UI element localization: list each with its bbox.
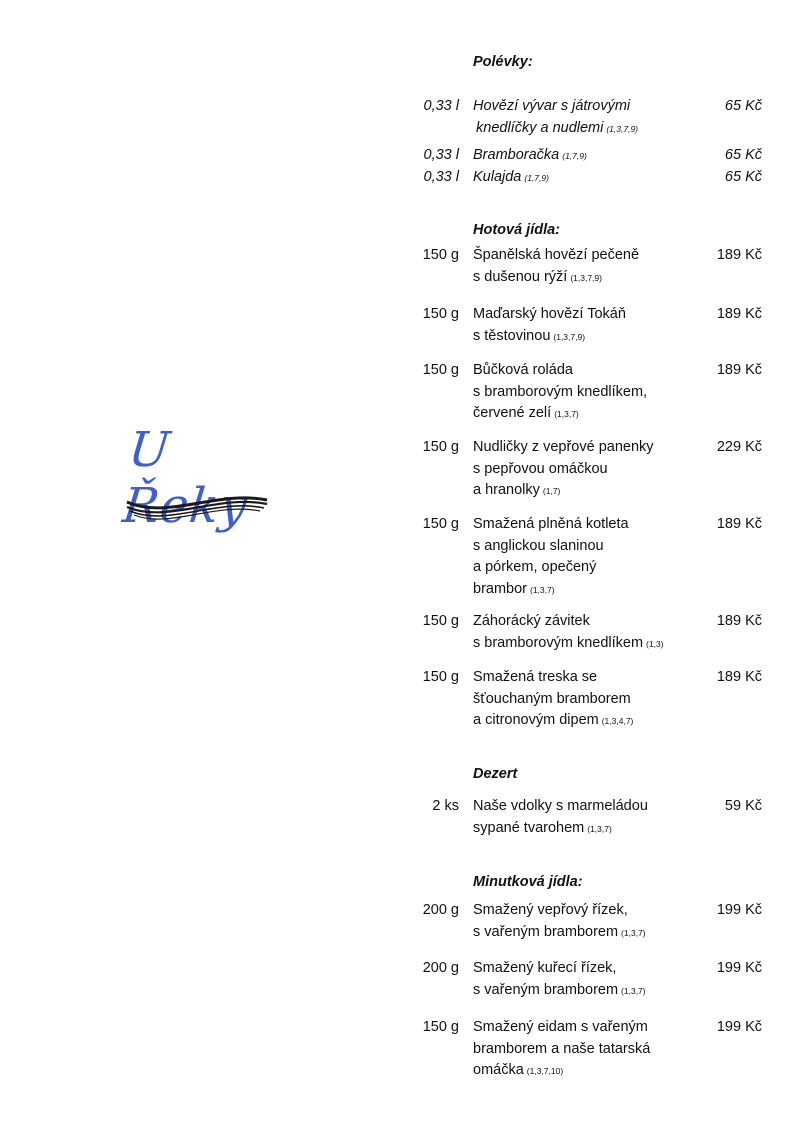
item-name-line: a pórkem, opečený (473, 559, 597, 575)
item-name (473, 900, 703, 944)
item-quantity: 150 g (422, 516, 459, 532)
item-price: 65 Kč (724, 169, 762, 185)
item-name-line: s pepřovou omáčkou (473, 460, 608, 477)
item-price: 199 Kč (716, 902, 762, 918)
item-name-line: červené zelí (473, 405, 552, 421)
item-name-last-line (473, 145, 703, 168)
item-name-line: s bramborovým knedlíkem (473, 634, 644, 651)
item-price: 189 Kč (716, 362, 762, 378)
item-name-line: Maďarský hovězí Tokáň (473, 306, 626, 322)
item-name (473, 167, 703, 190)
item-name-line: šťouchaným bramborem (473, 690, 631, 707)
item-allergens: (1,7,9) (524, 173, 549, 183)
item-name-line: Smažený eidam s vařeným (473, 1019, 648, 1035)
item-price: 189 Kč (716, 669, 762, 685)
item-price: 59 Kč (724, 798, 762, 814)
item-quantity: 0,33 l (423, 147, 459, 163)
item-name-last-line (473, 480, 703, 503)
item-name-line: brambor (473, 580, 527, 597)
item-name-last-line (473, 167, 703, 190)
item-name-line: Bůčková roláda (473, 362, 573, 378)
restaurant-logo (122, 422, 272, 532)
item-name-line: a citronovým dipem (473, 712, 599, 728)
item-name-line: Nudličky z vepřové panenky (473, 439, 654, 455)
wave-icon (122, 480, 272, 530)
item-allergens: (1,3,7) (554, 409, 579, 419)
item-quantity: 200 g (422, 960, 459, 976)
item-allergens: (1,7,9) (562, 151, 587, 161)
item-name-last-line (473, 818, 703, 841)
item-name-last-line (473, 403, 703, 426)
item-name-line: s dušenou rýží (473, 268, 568, 285)
item-quantity: 150 g (422, 306, 459, 322)
item-name-last-line (473, 326, 703, 349)
item-price: 189 Kč (716, 516, 762, 532)
item-quantity: 150 g (422, 669, 459, 685)
item-name (473, 437, 703, 503)
item-price: 65 Kč (724, 98, 762, 114)
item-name-last-line (473, 1060, 703, 1083)
item-name-line: Smažená plněná kotleta (473, 516, 629, 532)
item-price: 189 Kč (716, 306, 762, 322)
item-name-line: bramborem a naše tatarská (473, 1040, 651, 1057)
item-name-line: omáčka (473, 1062, 524, 1078)
item-name-last-line (473, 980, 703, 1003)
item-price: 189 Kč (716, 613, 762, 629)
item-name-line: Bramboračka (473, 147, 560, 163)
item-name (473, 145, 703, 168)
item-quantity: 150 g (422, 439, 459, 455)
item-allergens: (1,3,7) (587, 823, 612, 834)
item-name-line: Naše vdolky s marmeládou (473, 798, 648, 814)
item-name (473, 245, 703, 289)
item-name-line: s těstovinou (473, 327, 551, 344)
item-name-last-line (473, 710, 703, 733)
item-name (473, 958, 703, 1002)
item-price: 199 Kč (716, 960, 762, 976)
section-title-soups: Polévky: (473, 54, 533, 70)
item-quantity: 0,33 l (423, 98, 459, 114)
item-name-line: s vařeným bramborem (473, 981, 619, 998)
item-allergens: (1,3,7) (621, 927, 646, 938)
item-allergens: (1,3,4,7) (601, 716, 634, 726)
item-name (473, 514, 703, 601)
item-quantity: 2 ks (432, 798, 459, 814)
item-name-line: s bramborovým knedlíkem, (473, 383, 648, 400)
item-allergens: (1,3,7,9) (570, 272, 602, 283)
item-name (473, 304, 703, 348)
item-name (473, 611, 703, 655)
item-quantity: 0,33 l (423, 169, 459, 185)
item-price: 65 Kč (724, 147, 762, 163)
item-name-last-line (473, 267, 703, 290)
item-price: 199 Kč (716, 1019, 762, 1035)
item-name-line: Smažený vepřový řízek, (473, 902, 628, 918)
item-quantity: 150 g (422, 362, 459, 378)
item-name-line: Smažená treska se (473, 669, 598, 685)
item-name-line: Hovězí vývar s játrovými (473, 98, 631, 114)
section-title-dessert: Dezert (473, 766, 518, 782)
section-title-ready-meals: Hotová jídla: (473, 222, 561, 238)
item-name-last-line (473, 633, 703, 656)
item-allergens: (1,7) (542, 486, 561, 496)
item-name (473, 796, 703, 840)
item-name-line: Smažený kuřecí řízek, (473, 960, 617, 976)
item-allergens: (1,3,7,9) (553, 331, 586, 342)
item-name-last-line (473, 922, 703, 945)
item-name (473, 667, 703, 733)
item-name-line: Španělská hovězí pečeně (473, 247, 640, 263)
item-quantity: 150 g (422, 613, 459, 629)
item-quantity: 150 g (422, 1019, 459, 1035)
item-name (473, 1017, 703, 1083)
item-quantity: 150 g (422, 247, 459, 263)
item-name-line: knedlíčky a nudlemi (476, 119, 604, 136)
item-quantity: 200 g (422, 902, 459, 918)
section-title-minute-meals: Minutková jídla: (473, 874, 583, 890)
item-name-line: a hranolky (473, 482, 540, 498)
item-name-line: Kulajda (473, 169, 522, 185)
item-price: 189 Kč (716, 247, 762, 263)
item-allergens: (1,3) (646, 638, 664, 649)
item-name-last-line (473, 579, 703, 602)
item-price: 229 Kč (716, 439, 762, 455)
item-name-line: s anglickou slaninou (473, 537, 604, 554)
item-name (473, 96, 703, 140)
item-name-line: s vařeným bramborem (473, 923, 619, 940)
item-name-line: sypané tvarohem (473, 819, 585, 836)
item-name-last-line (473, 118, 703, 141)
item-allergens: (1,3,7,10) (526, 1066, 564, 1076)
item-allergens: (1,3,7) (621, 985, 646, 996)
item-allergens: (1,3,7,9) (606, 123, 638, 134)
item-name (473, 360, 703, 426)
item-name-line: Záhorácký závitek (473, 613, 590, 629)
item-allergens: (1,3,7) (530, 584, 555, 595)
logo-text: U Řeky (120, 422, 251, 534)
